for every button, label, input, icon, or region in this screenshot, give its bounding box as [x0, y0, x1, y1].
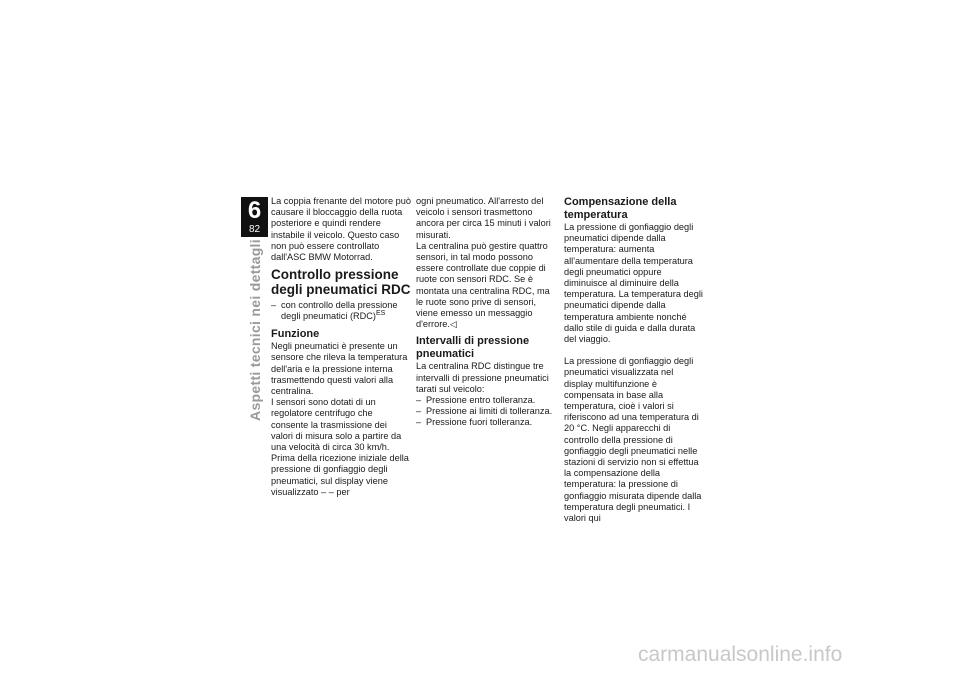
intro-paragraph: La coppia frenante del motore può causare il bloccaggio della ruota posteriore e quindi rendere instabile il veicolo. Questo caso non può essere controllato dall'ASC BMW Motorrad. — [271, 196, 411, 263]
funzione-paragraph-1: Negli pneumatici è presente un sensore che rileva la temperatura dell'aria e la pressione interna trasmettendo questi valori alla centralina. — [271, 341, 408, 396]
rdc-option-text: con controllo della pressione degli pneumatici (RDC) — [281, 300, 398, 322]
dash-marker: – — [416, 406, 422, 417]
watermark: carmanualsonline.info — [638, 643, 843, 666]
subheading-intervalli: Intervalli di pressione pneumatici — [416, 335, 530, 360]
dash-marker: – — [416, 395, 422, 406]
text-column-1 — [271, 196, 411, 498]
text-column-3 — [564, 196, 704, 524]
subheading-funzione: Funzione — [271, 327, 320, 340]
text-column-2 — [416, 196, 556, 429]
list-item-text: Pressione entro tolleranza. — [426, 395, 536, 406]
chapter-tab — [241, 197, 268, 237]
page-number: 82 — [248, 224, 261, 235]
dash-marker: – — [271, 300, 277, 311]
compensazione-paragraph-1: La pressione di gonfiaggio degli pneumatici dipende dalla temperatura: aumenta all'aumentare della temperatura degli pneumatici oppure diminuisce al diminuire della temperatura. La temperatura degli pneumatici dipende dalla temperatura ambiente nonché dallo stile di guida e dalla durata del viaggio. — [564, 222, 703, 345]
list-item — [416, 395, 556, 406]
list-item — [416, 417, 556, 428]
funzione-paragraph-2: I sensori sono dotati di un regolatore centrifugo che consente la trasmissione dei valori di misura solo a partire da una velocità di circa 30 km/h. Prima della ricezione iniziale della pressione di gonfiaggio degli pneumatici, sul display viene visualizzato – – per — [271, 397, 409, 497]
list-item-text: Pressione ai limiti di tolleranza. — [426, 406, 553, 417]
rdc-option-item — [271, 300, 411, 322]
intervalli-paragraph: La centralina RDC distingue tre intervalli di pressione pneumatici tarati sul veicolo: — [416, 361, 549, 394]
continuation-paragraph: ogni pneumatico. All'arresto del veicolo i sensori trasmettono ancora per circa 15 minuti i valori misurati. — [416, 196, 551, 240]
list-item — [416, 406, 556, 417]
chapter-number: 6 — [247, 197, 262, 224]
list-item-text: Pressione fuori tolleranza. — [426, 417, 533, 428]
compensazione-paragraph-2: La pressione di gonfiaggio degli pneumatici visualizzata nel display multifunzione è compensata in base alla temperatura, cioè i valori si riferiscono ad una temperatura di 20 °C. Negli apparecchi di controllo della pressione di gonfiaggio degli pneumatici nelle stazioni di servizio non si effettua la compensazione della temperatura: la pressione di gonfiaggio misurata dipende dalla temperatura degli pneumatici. I valori qui — [564, 356, 702, 524]
equipment-sup: ES — [375, 310, 386, 318]
dash-marker: – — [416, 417, 422, 428]
chapter-side-title-text: Aspetti tecnici nei dettagli — [247, 239, 263, 421]
centralina-paragraph: La centralina può gestire quattro sensori, in tal modo possono essere controllate due coppie di ruote con sensori RDC. Se è montata una centralina RDC, ma le ruote sono prive di sensori, viene emesso un messaggio d'errore.◁ — [416, 240, 550, 330]
section-heading-rdc: Controllo pressione degli pneumatici RDC — [271, 267, 411, 298]
subheading-compensazione: Compensazione della temperatura — [564, 196, 677, 221]
